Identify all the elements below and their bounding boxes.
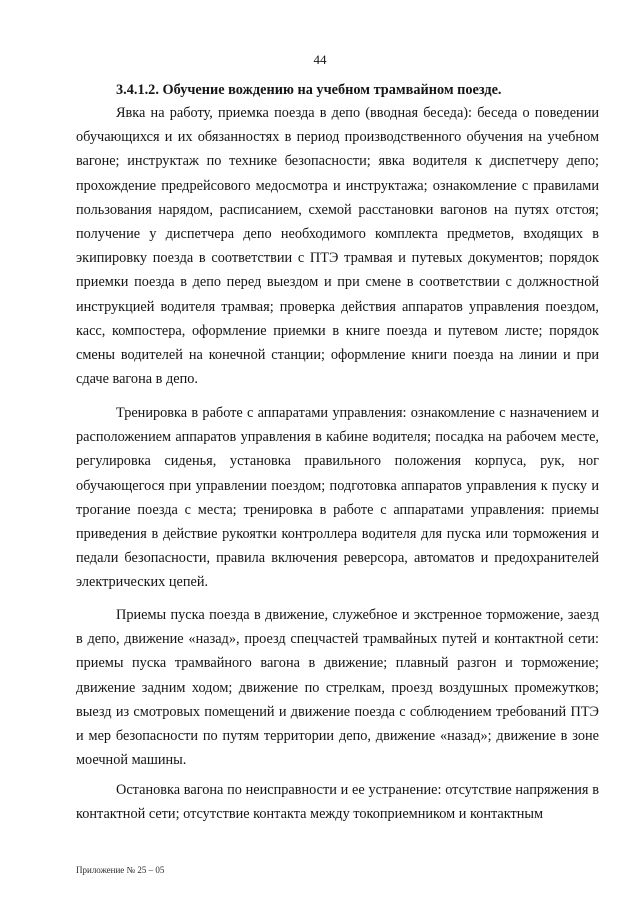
page-number: 44 (313, 52, 327, 67)
paragraph-1: Явка на работу, приемка поезда в депо (вводная беседа): беседа о поведении обучающихся и их обязанностях в период производственного обучения на учебном вагоне; инструктаж по технике безопасности; явка водителя к диспетчеру депо; прохождение предрейсового медосмотра и инструктажа; ознакомление с правилами пользования нарядом, расписанием, схемой расстановки вагонов на путях отстоя; получение у диспетчера депо необходимого комплекта предметов, входящих в экипировку поезда в соответствии с ПТЭ трамвая и путевых документов; порядок приемки поезда в депо перед выездом и при смене в соответствии с должностной инструкцией водителя трамвая; проверка действия аппаратов управления поездом, касс, компостера, оформление приемки в книге поезда и путевом листе; порядок смены водителей на конечной станции; оформление книги поезда на линии и при сдаче вагона в депо. (76, 105, 599, 388)
paragraph-2: Тренировка в работе с аппаратами управления: ознакомление с назначением и расположением аппаратов управления в кабине водителя; посадка на рабочем месте, регулировка сиденья, установка правильного положения корпуса, рук, ног обучающегося при управлении поездом; подготовка аппаратов управления к пуску и трогание поезда с места; тренировка в работе с аппаратами управления: приемы приведения в действие рукоятки контроллера водителя для пуска или торможения и педали безопасности, правила включения реверсора, автоматов и предохранителей электрических цепей. (76, 405, 599, 591)
section-heading: 3.4.1.2. Обучение вождению на учебном трамвайном поезде. (116, 82, 502, 98)
paragraph-3: Приемы пуска поезда в движение, служебное и экстренное торможение, заезд в депо, движение «назад», проезд спецчастей трамвайных путей и контактной сети: приемы пуска трамвайного вагона в движение; плавный разгон и торможение; движение задним ходом; движение по стрелкам, проезд воздушных промежутков; выезд из смотровых помещений и движение поезда с соблюдением требований ПТЭ и мер безопасности по путям территории депо, движение «назад»; движение в зоне моечной машины. (76, 607, 599, 769)
footer-note: Приложение № 25 – 05 (76, 865, 165, 875)
paragraph-4: Остановка вагона по неисправности и ее устранение: отсутствие напряжения в контактной сети; отсутствие контакта между токоприемником и контактным (76, 782, 599, 823)
